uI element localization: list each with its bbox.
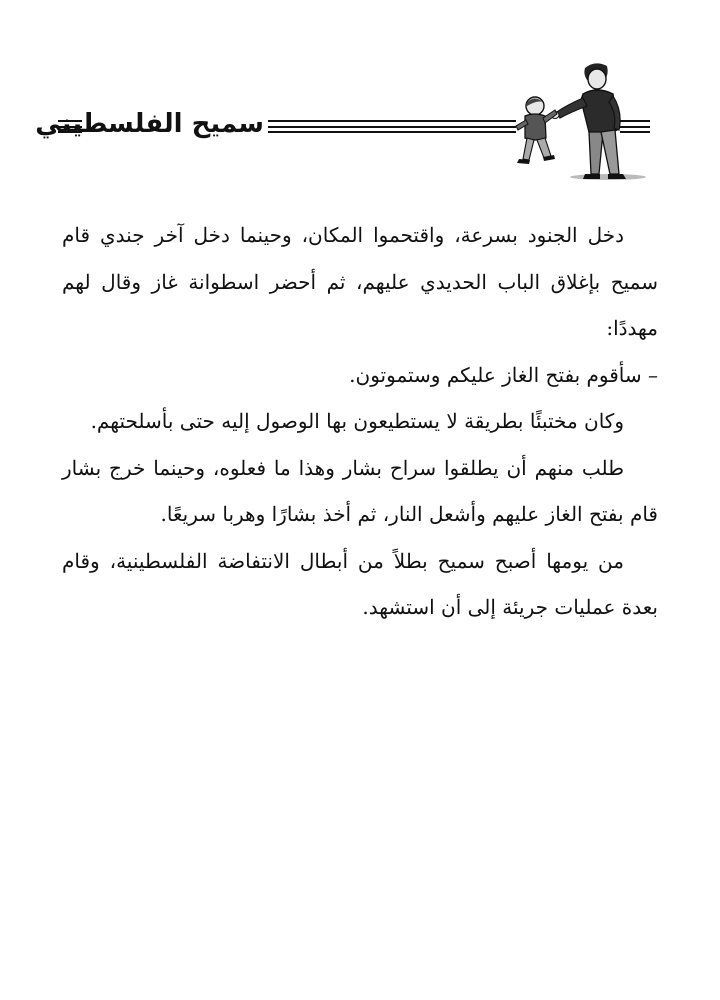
paragraph: طلب منهم أن يطلقوا سراح بشار وهذا ما فعلوه، وحينما خرج بشار قام بفتح الغاز عليهم وأشعل النار، ثم أخذ بشارًا وهربا سريعًا. — [62, 455, 658, 526]
paragraph: وكان مختبئًا بطريقة لا يستطيعون بها الوصول إليه حتى بأسلحتهم. — [90, 409, 624, 433]
paragraph: من يومها أصبح سميح بطلاً من أبطال الانتفاضة الفلسطينية، وقام بعدة عمليات جريئة إلى أن استشهد. — [62, 548, 658, 619]
header-rule-middle — [268, 120, 516, 133]
chapter-header — [35, 60, 668, 190]
chapter-title: سميح الفلسطيني — [35, 109, 264, 139]
story-text — [62, 212, 658, 631]
paragraph: دخل الجنود بسرعة، واقتحموا المكان، وحينما دخل آخر جندي قام سميح بإغلاق الباب الحديدي عليهم، ثم أحضر اسطوانة غاز وقال لهم مهددًا: — [62, 223, 658, 340]
paragraph: – سأقوم بفتح الغاز عليكم وستموتون. — [349, 362, 658, 387]
header-rule-right — [620, 120, 650, 133]
